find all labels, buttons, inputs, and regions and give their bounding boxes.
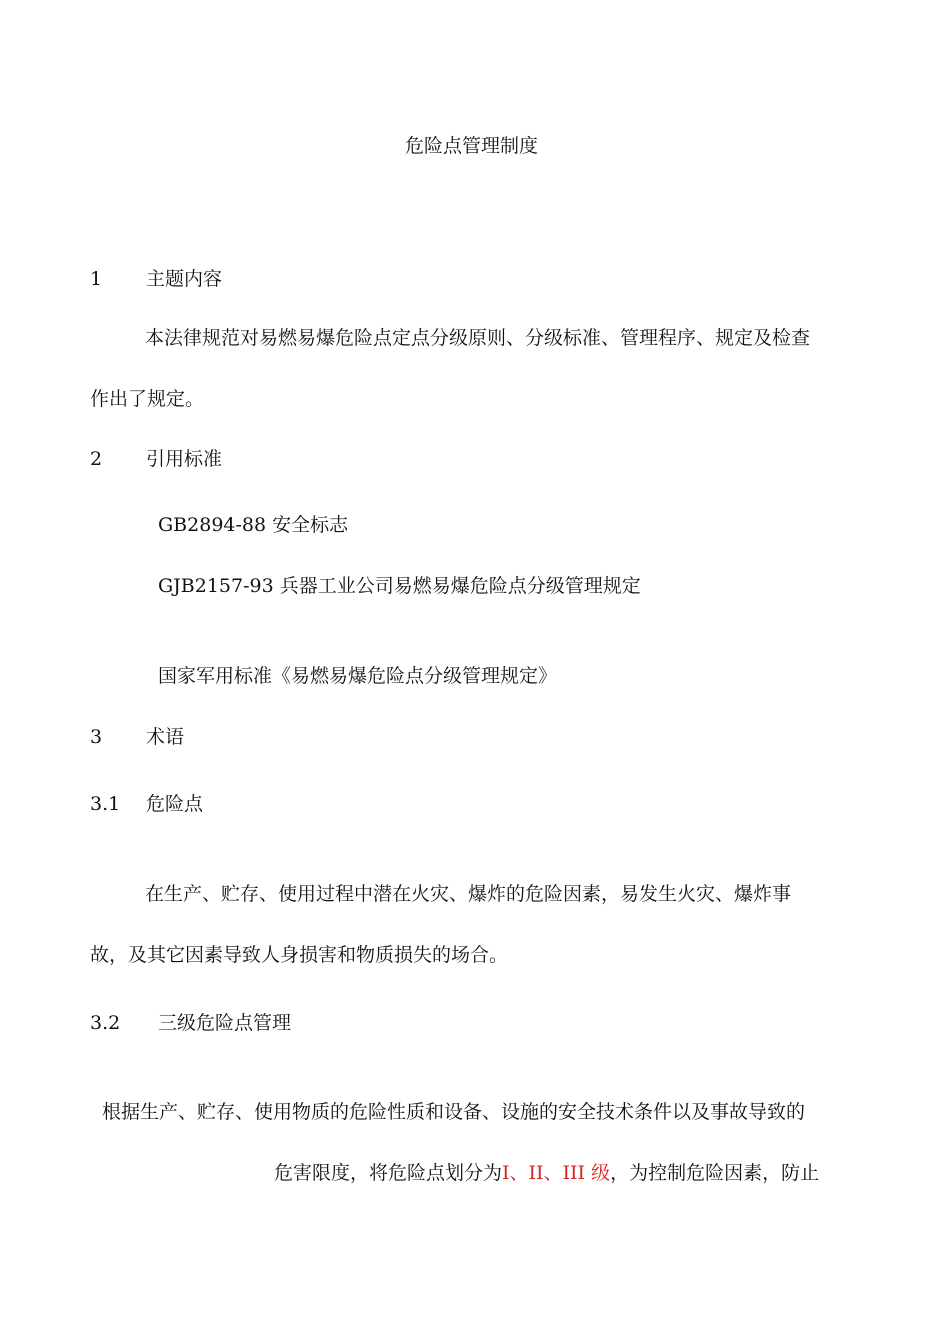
paragraph-3-2-line-2: [274, 1161, 819, 1185]
reference-3: 国家军用标准《易燃易爆危险点分级管理规定》: [158, 665, 558, 687]
paragraph-1-line-1: 本法律规范对易燃易爆危险点定点分级原则、分级标准、管理程序、规定及检查: [145, 327, 811, 349]
paragraph-1-line-2: 作出了规定。: [90, 388, 205, 410]
danger-levels-highlight: I、II、III 级: [502, 1162, 611, 1184]
reference-2: GJB2157-93 兵器工业公司易燃易爆危险点分级管理规定: [158, 575, 641, 597]
section-number: 3.2: [90, 1012, 121, 1034]
paragraph-3-1-line-1: 在生产、贮存、使用过程中潜在火灾、爆炸的危险因素，易发生火灾、爆炸事: [145, 883, 792, 905]
section-title: 三级危险点管理: [158, 1012, 292, 1034]
paragraph-3-1-line-2: 故，及其它因素导致人身损害和物质损失的场合。: [90, 944, 509, 966]
section-title: 术语: [146, 726, 185, 748]
page-title: 危险点管理制度: [405, 135, 539, 157]
section-number: 1: [90, 268, 103, 290]
section-number: 3: [90, 726, 103, 748]
paragraph-3-2-line-1: 根据生产、贮存、使用物质的危险性质和设备、设施的安全技术条件以及事故导致的: [102, 1101, 806, 1123]
section-number: 2: [90, 448, 103, 470]
section-title: 危险点: [146, 793, 204, 815]
section-title: 引用标准: [146, 448, 223, 470]
section-title: 主题内容: [146, 268, 223, 290]
reference-1: GB2894-88 安全标志: [158, 514, 349, 536]
section-number: 3.1: [90, 793, 121, 815]
paragraph-3-2-prefix: 危害限度，将危险点划分为: [274, 1162, 503, 1184]
paragraph-3-2-suffix: ，为控制危险因素，防止: [610, 1162, 820, 1184]
